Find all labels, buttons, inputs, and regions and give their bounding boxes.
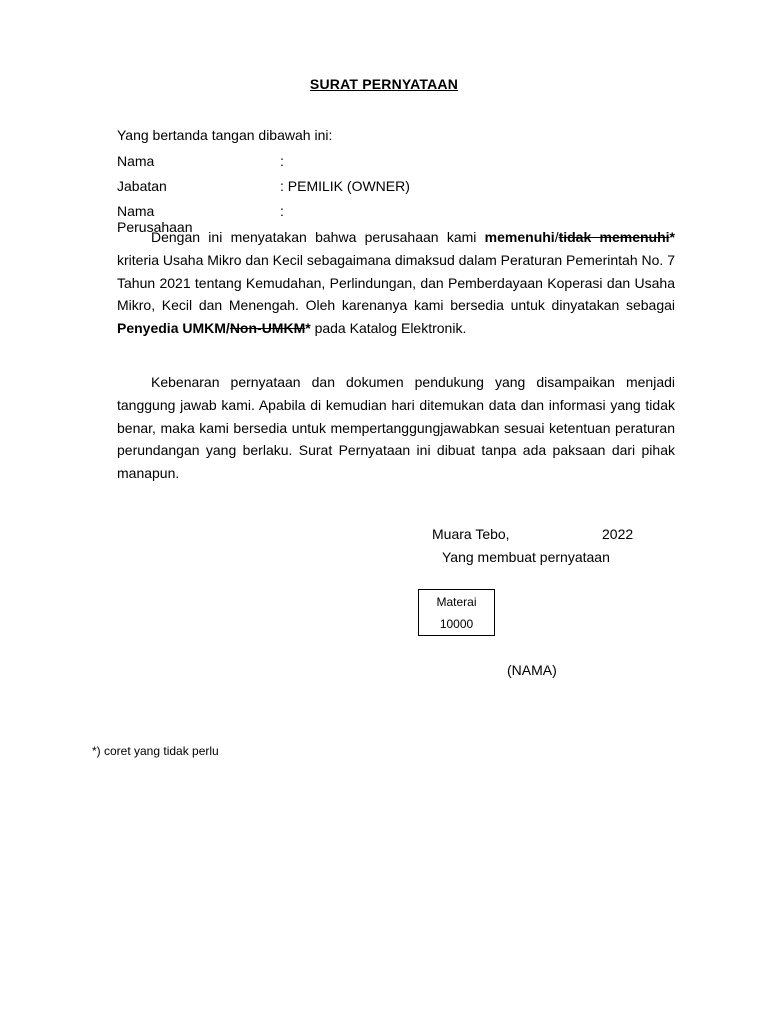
statement-paragraph	[117, 226, 675, 340]
signer-label: Yang membuat pernyataan	[442, 549, 610, 565]
option-separator: /	[225, 320, 230, 337]
name-placeholder: (NAMA)	[507, 662, 557, 678]
footnote: *) coret yang tidak perlu	[92, 744, 219, 758]
field-label: Nama	[117, 153, 155, 169]
stamp-box	[418, 589, 495, 636]
paragraph-text: pada Katalog Elektronik.	[310, 320, 467, 337]
field-value: :	[280, 153, 284, 169]
responsibility-paragraph: Kebenaran pernyataan dan dokumen pendukung yang disampaikan menjadi tanggung jawab kami. Apabila di kemudian hari ditemukan data dan informasi yang tidak benar, maka kami bersedia untuk mempertanggungjawabkan sesuai ketentuan peraturan perundangan yang berlaku. Surat Pernyataan ini dibuat tanpa ada paksaan dari pihak manapun.	[117, 374, 675, 482]
footnote-marker: *	[669, 229, 675, 245]
place-text: Muara Tebo,	[432, 526, 510, 542]
field-label: Jabatan	[117, 178, 167, 194]
option-separator: /	[554, 229, 559, 245]
footnote-marker: *	[305, 320, 311, 337]
paragraph-text: kriteria Usaha Mikro dan Kecil sebagaimana dimaksud dalam Peraturan Pemerintah No. 7 Tahun 2021 tentang Kemudahan, Perlindungan, dan Pemberdayaan Koperasi dan Usaha Mikro, Kecil dan Menengah. Oleh karenanya kami bersedia untuk dinyatakan sebagai	[117, 251, 675, 314]
paragraph-text: Dengan ini menyatakan bahwa perusahaan kami	[151, 229, 485, 245]
intro-text: Yang bertanda tangan dibawah ini:	[117, 127, 333, 143]
document-title: SURAT PERNYATAAN	[309, 76, 459, 92]
field-value: :	[280, 203, 284, 219]
field-value: : PEMILIK (OWNER)	[280, 178, 410, 194]
struck-option: Non-UMKM	[229, 320, 306, 337]
selected-option: memenuhi	[484, 229, 555, 245]
field-label: Nama Perusahaan	[117, 203, 193, 235]
selected-option: Penyedia UMKM	[117, 320, 226, 337]
struck-option: tidak memenuhi	[558, 229, 670, 245]
year-text: 2022	[602, 526, 634, 542]
stamp-label: Materai	[436, 595, 477, 609]
stamp-value: 10000	[439, 617, 474, 631]
